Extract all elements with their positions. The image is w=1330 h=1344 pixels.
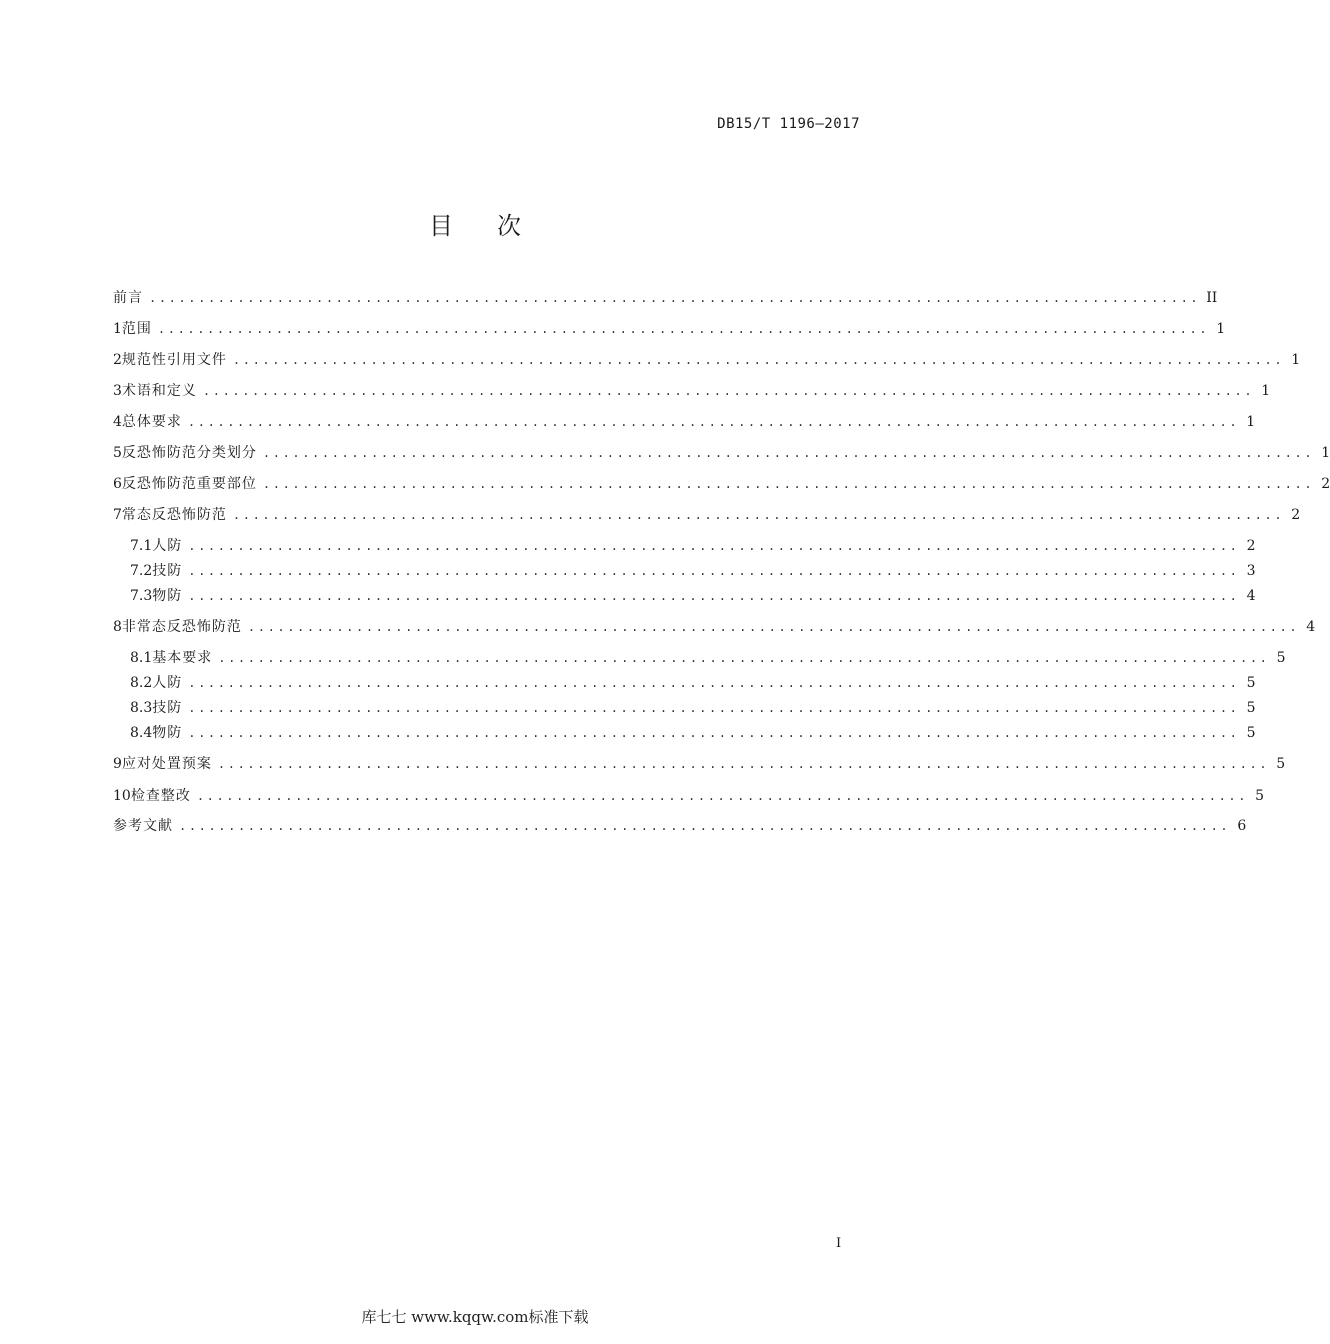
toc-leader: ........................................................................................................... (217, 757, 1270, 771)
footer-watermark: 库七七 www.kqqw.com标准下载 (361, 1308, 589, 1326)
toc-entry-label: 检查整改 (130, 788, 191, 804)
toc-entry-2[interactable] (113, 349, 1301, 371)
toc-entry-number: 3 (113, 383, 122, 399)
toc-leader: ........................................................................................................... (218, 651, 1270, 665)
toc-entry-label: 应对处置预案 (121, 756, 212, 772)
toc-leader: ........................................................................................................... (196, 789, 1249, 803)
toc-entry-number: 9 (113, 756, 122, 772)
toc-entry-label: 总体要求 (121, 414, 182, 430)
toc-entry-label: 人防 (152, 538, 183, 554)
toc-entry-page: 5 (1246, 725, 1256, 741)
toc-leader: ........................................................................................................... (149, 291, 1201, 305)
toc-entry-number: 5 (113, 445, 122, 461)
toc-leader: ........................................................................................................... (188, 701, 1240, 715)
toc-leader: ........................................................................................................... (232, 508, 1285, 522)
toc-entry-4[interactable] (113, 411, 1256, 433)
toc-entry-number: 7.1 (130, 538, 153, 554)
toc-entry-label: 反恐怖防范分类划分 (121, 445, 257, 461)
toc-entry-page: II (1206, 290, 1218, 306)
toc-entry-page: 5 (1276, 756, 1286, 772)
toc-entry-label: 反恐怖防范重要部位 (121, 476, 257, 492)
toc-entry-label: 技防 (152, 563, 183, 579)
toc-entry-page: 2 (1246, 538, 1256, 554)
toc-entry-number: 8.3 (130, 700, 153, 716)
toc-entry-3[interactable] (113, 380, 1271, 402)
toc-leader: ........................................................................................................... (188, 589, 1240, 603)
toc-entry-label: 参考文献 (113, 818, 173, 834)
toc-entry-number: 8.4 (130, 725, 153, 741)
toc-entry-number: 10 (113, 788, 131, 804)
toc-entry-page: 4 (1246, 588, 1256, 604)
toc-entry-number: 7 (113, 507, 122, 523)
toc-entry-8-1[interactable] (113, 647, 1286, 669)
toc-entry-number: 1 (113, 321, 122, 337)
toc-entry-number: 2 (113, 352, 122, 368)
toc-entry-7-2[interactable] (113, 560, 1256, 582)
toc-entry-label: 人防 (152, 675, 183, 691)
toc-entry-label: 非常态反恐怖防范 (121, 619, 242, 635)
toc-leader: ........................................................................................................... (202, 384, 1255, 398)
toc-leader: ........................................................................................................... (187, 415, 1240, 429)
page-title-char-2: 次 (497, 212, 521, 240)
toc-entry-page: 5 (1276, 650, 1286, 666)
toc-entry-page: 2 (1321, 476, 1330, 492)
toc-entry-number: 8 (113, 619, 122, 635)
toc-leader: ........................................................................................................... (247, 620, 1300, 634)
toc-entry-label: 术语和定义 (121, 383, 197, 399)
toc-entry-page: 1 (1321, 445, 1330, 461)
toc-entry-number: 4 (113, 414, 122, 430)
toc-entry-page: 1 (1246, 414, 1256, 430)
toc-entry-label: 物防 (152, 725, 183, 741)
toc-entry-number: 7.3 (130, 588, 153, 604)
toc-leader: ........................................................................................................... (262, 446, 1315, 460)
toc-entry-page: 3 (1246, 563, 1256, 579)
toc-entry-label: 技防 (152, 700, 183, 716)
toc-entry-references[interactable] (113, 815, 1247, 837)
toc-entry-5[interactable] (113, 442, 1330, 464)
toc-entry-number: 8.1 (130, 650, 153, 666)
toc-entry-7-3[interactable] (113, 585, 1256, 607)
toc-entry-8-3[interactable] (113, 697, 1256, 719)
toc-leader: ........................................................................................................... (262, 477, 1315, 491)
toc-entry-page: 5 (1246, 675, 1256, 691)
toc-leader: ........................................................................................................... (179, 819, 1231, 833)
toc-entry-label: 常态反恐怖防范 (121, 507, 227, 523)
page-title-char-1: 目 (429, 212, 453, 240)
toc-entry-label: 前言 (113, 290, 143, 306)
toc-leader: ........................................................................................................... (188, 726, 1240, 740)
toc-leader: ........................................................................................................... (232, 353, 1285, 367)
page-title (0, 206, 950, 241)
toc-entry-9[interactable] (113, 753, 1286, 775)
toc-entry-number: 8.2 (130, 675, 153, 691)
toc-leader: ........................................................................................................... (157, 322, 1210, 336)
toc-entry-7-1[interactable] (113, 535, 1256, 557)
toc-entry-foreword[interactable] (113, 287, 1218, 309)
toc-leader: ........................................................................................................... (188, 676, 1240, 690)
toc-entry-8-4[interactable] (113, 722, 1256, 744)
toc-entry-number: 7.2 (130, 563, 153, 579)
toc-entry-page: 1 (1291, 352, 1301, 368)
toc-entry-page: 1 (1216, 321, 1226, 337)
toc-entry-number: 6 (113, 476, 122, 492)
page-number: I (836, 1236, 842, 1251)
toc-entry-page: 2 (1291, 507, 1301, 523)
toc-leader: ........................................................................................................... (188, 564, 1240, 578)
toc-entry-page: 1 (1261, 383, 1271, 399)
toc-entry-label: 基本要求 (152, 650, 213, 666)
toc-entry-page: 5 (1246, 700, 1256, 716)
toc-entry-8[interactable] (113, 616, 1316, 638)
toc-entry-10[interactable] (113, 785, 1265, 807)
toc-entry-label: 物防 (152, 588, 183, 604)
toc-entry-page: 4 (1306, 619, 1316, 635)
toc-entry-label: 范围 (121, 321, 152, 337)
document-code: DB15/T 1196—2017 (717, 116, 860, 132)
toc-entry-7[interactable] (113, 504, 1301, 526)
toc-entry-page: 5 (1255, 788, 1265, 804)
toc-entry-label: 规范性引用文件 (121, 352, 227, 368)
toc-entry-1[interactable] (113, 318, 1226, 340)
toc-entry-page: 6 (1237, 818, 1247, 834)
toc-entry-8-2[interactable] (113, 672, 1256, 694)
toc-leader: ........................................................................................................... (188, 539, 1240, 553)
toc-entry-6[interactable] (113, 473, 1330, 495)
